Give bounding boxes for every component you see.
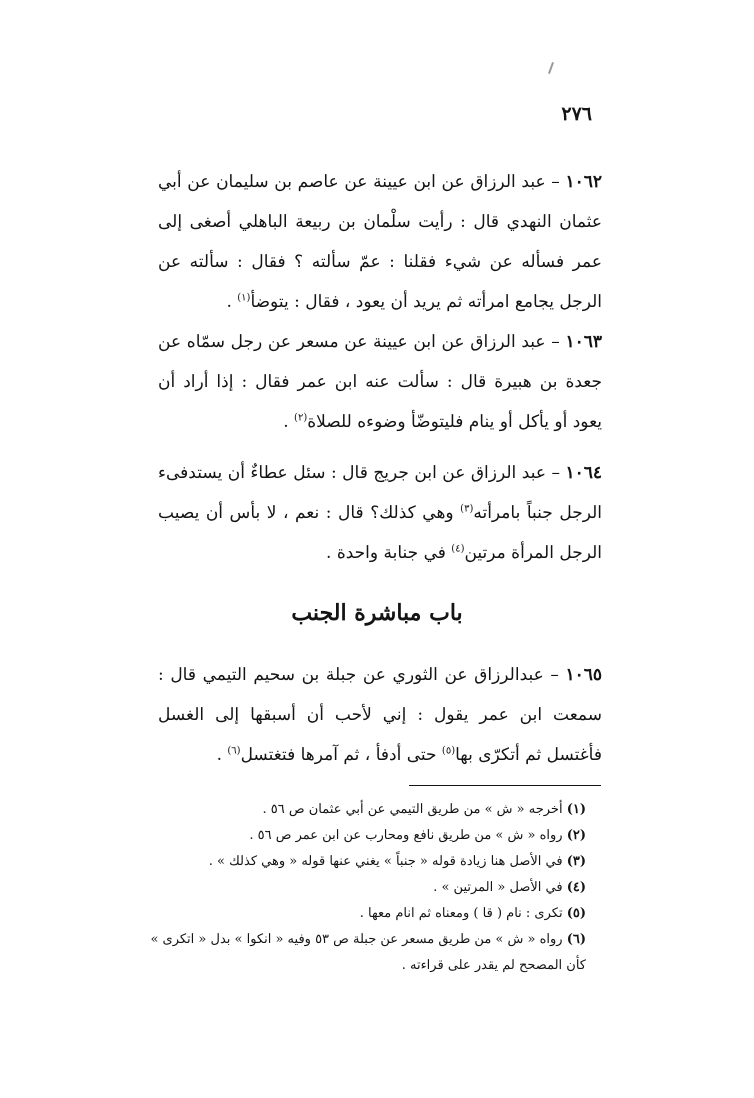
entry-text: وهي كذلك؟ قال : نعم ، لا بأس أن يصيب الرجل المرأة مرتين [158,503,602,563]
footnote-number: (٢) [566,828,586,843]
hadith-entry-1065 [158,655,602,775]
entry-number: ١٠٦٤ [565,463,602,483]
footnote [156,901,586,927]
footnote [156,849,586,875]
footnote [156,797,586,823]
entry-number: ١٠٦٢ [565,172,602,192]
footnote-ref: (٤) [451,543,465,555]
entry-tail: . [283,412,295,432]
footnote [156,875,586,901]
footnote [156,823,586,849]
footnote [150,927,586,953]
entry-text: – عبد الرزاق عن ابن عيينة عن عاصم بن سليمان عن أبي عثمان النهدي قال : رأيت سلْمان بن ربيعة الباهلي أصغى إلى عمر فسأله عن شيء فقلنا : عمّ سألته ؟ فقال : سألته عن الرجل يجامع امرأته ثم يريد أن يعود ، فقال : يتوضأ [158,172,602,312]
footnote-number: (٦) [566,932,586,947]
footnote-number: (٥) [566,906,586,921]
footnote-text: رواه « ش » من طريق مسعر عن جبلة ص ٥٣ وفيه « انكوا » بدل « اتكرى » [150,932,567,947]
entry-text: في جنابة واحدة . [326,543,452,563]
footnote-ref: (٥) [441,745,456,757]
entry-text: – عبد الرزاق عن ابن جريج قال : سئل عطاءٌ أن يستدفىء الرجل جنباً بامرأته [158,463,602,523]
footnotes-list [150,797,586,979]
hadith-entry-1062 [158,162,602,322]
entry-text: . [216,745,228,765]
entry-text: حتى أدفأ ، ثم آمرها فتغتسل [240,745,442,765]
footnote-number: (٤) [566,880,586,895]
footnote-text: في الأصل « المرتين » . [433,880,567,895]
chapter-heading: باب مباشرة الجنب [291,600,463,626]
footnote-ref: (١) [237,292,251,304]
entry-number: ١٠٦٣ [565,332,602,352]
footnote-divider [409,785,601,786]
footnote-text: كأن المصحح لم يقدر على قراءته . [401,958,586,973]
footnote-ref: (٢) [294,412,308,424]
footnote-text: تكرى : نام ( قا ) ومعناه ثم انام معها . [359,906,567,921]
footnote-number: (٣) [566,854,586,869]
footnote-text: أخرجه « ش » من طريق التيمي عن أبي عثمان ص ٥٦ . [262,802,567,817]
footnote-ref: (٦) [227,745,241,757]
hadith-entry-1063 [158,322,602,442]
footnote-number: (١) [566,802,586,817]
page-number: ٢٧٦ [561,103,592,125]
footnote-text: في الأصل هنا زيادة قوله « جنباً » يغني عنها قوله « وهي كذلك » . [208,854,567,869]
entry-tail: . [226,292,238,312]
footnote-continuation [156,953,586,979]
entry-text: – عبد الرزاق عن ابن عيينة عن مسعر عن رجل سمّاه عن جعدة بن هبيرة قال : سألت عنه ابن عمر فقال : إذا أراد أن يعود أو يأكل أو ينام فليتوضّأ وضوءه للصلاة [158,332,602,432]
footnote-ref: (٣) [460,503,474,515]
margin-mark [548,62,554,74]
hadith-entry-1064 [158,453,602,573]
entry-text: – عبدالرزاق عن الثوري عن جبلة بن سحيم التيمي قال : سمعت ابن عمر يقول : إني لأحب أن أسبقها إلى الغسل فأغتسل ثم أتكرّى بها [158,665,602,765]
footnote-text: رواه « ش » من طريق نافع ومحارب عن ابن عمر ص ٥٦ . [249,828,567,843]
entry-number: ١٠٦٥ [565,665,602,685]
